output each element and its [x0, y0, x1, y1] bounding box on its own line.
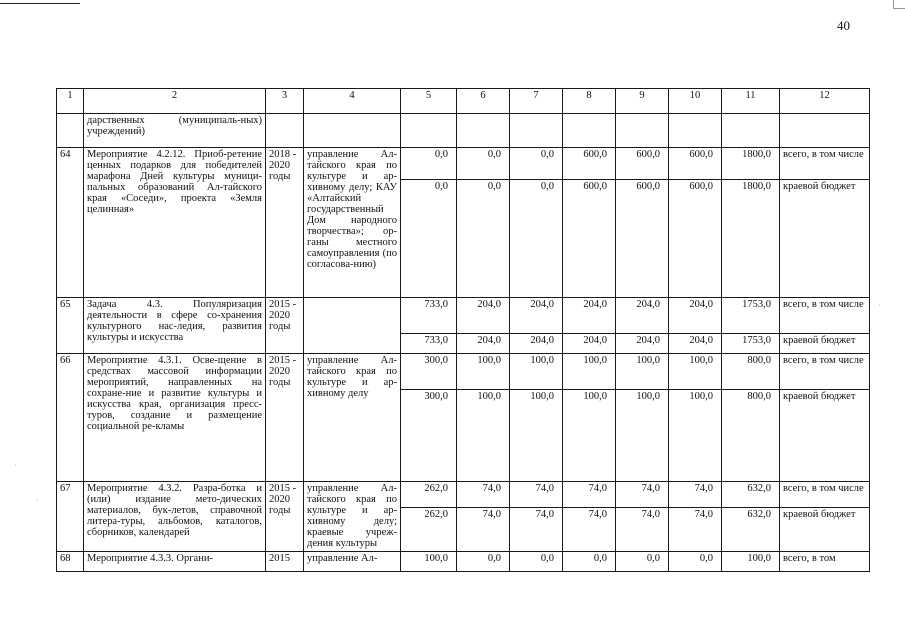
- funding-source: всего, в том числе: [780, 482, 870, 508]
- amount-cell: 204,0: [510, 298, 563, 334]
- amount-cell: 0,0: [669, 552, 722, 572]
- row-number: 68: [57, 552, 84, 572]
- top-rule: [0, 3, 80, 4]
- column-header: 6: [457, 89, 510, 114]
- amount-cell: 74,0: [457, 508, 510, 552]
- amount-cell: 600,0: [669, 180, 722, 298]
- row-number: 67: [57, 482, 84, 552]
- amount-cell: 0,0: [616, 552, 669, 572]
- amount-cell: 1800,0: [722, 180, 780, 298]
- amount-cell: 1753,0: [722, 334, 780, 354]
- funding-source: краевой бюджет: [780, 334, 870, 354]
- scan-speck: ·: [878, 300, 881, 310]
- amount-cell: 262,0: [401, 508, 457, 552]
- funding-source: краевой бюджет: [780, 180, 870, 298]
- amount-cell: 74,0: [563, 482, 616, 508]
- column-header: 8: [563, 89, 616, 114]
- amount-cell: 632,0: [722, 508, 780, 552]
- amount-cell: 74,0: [510, 508, 563, 552]
- table-row: [57, 298, 870, 334]
- header-row: [57, 89, 870, 114]
- table-row: [57, 354, 870, 390]
- amount-cell: 100,0: [669, 354, 722, 390]
- funding-source: краевой бюджет: [780, 508, 870, 552]
- amount-cell: 204,0: [457, 298, 510, 334]
- column-header: 1: [57, 89, 84, 114]
- amount-cell: 74,0: [669, 508, 722, 552]
- amount-cell: 800,0: [722, 390, 780, 482]
- amount-cell: 100,0: [457, 354, 510, 390]
- amount-cell: 74,0: [563, 508, 616, 552]
- amount-cell: 204,0: [510, 334, 563, 354]
- row-executor: управление Ал-: [304, 552, 401, 572]
- amount-cell: 1753,0: [722, 298, 780, 334]
- amount-cell: 600,0: [563, 180, 616, 298]
- amount-cell: 300,0: [401, 390, 457, 482]
- table-row: [57, 148, 870, 180]
- funding-source: всего, в том числе: [780, 354, 870, 390]
- column-header: 9: [616, 89, 669, 114]
- column-header: 10: [669, 89, 722, 114]
- amount-cell: 204,0: [669, 298, 722, 334]
- amount-cell: 0,0: [510, 180, 563, 298]
- table-row: [57, 552, 870, 572]
- row-period: 2018 - 2020 годы: [266, 148, 304, 298]
- scan-speck: ·: [36, 495, 39, 505]
- funding-source: всего, в том: [780, 552, 870, 572]
- row-executor: управление Ал-тайского края по культуре и ар-хивному делу: [304, 354, 401, 482]
- amount-cell: 300,0: [401, 354, 457, 390]
- column-header: 12: [780, 89, 870, 114]
- table-row: [57, 482, 870, 508]
- amount-cell: 204,0: [616, 298, 669, 334]
- amount-cell: 204,0: [457, 334, 510, 354]
- row-description: Мероприятие 4.2.12. Приоб-ретение ценных подарков для победителей марафона Дней культуры муници-пальных образований Ал-тайского края «Соседи», проекта «Земля целинная»: [84, 148, 266, 298]
- column-header: 11: [722, 89, 780, 114]
- amount-cell: 100,0: [563, 354, 616, 390]
- row-number: [57, 114, 84, 148]
- amount-cell: 100,0: [401, 552, 457, 572]
- column-header: 5: [401, 89, 457, 114]
- amount-cell: 733,0: [401, 298, 457, 334]
- amount-cell: 100,0: [669, 390, 722, 482]
- budget-table: [56, 88, 870, 572]
- row-period: 2015: [266, 552, 304, 572]
- amount-cell: 100,0: [616, 390, 669, 482]
- amount-cell: 74,0: [510, 482, 563, 508]
- amount-cell: 0,0: [457, 552, 510, 572]
- amount-cell: 204,0: [616, 334, 669, 354]
- row-executor: управление Ал-тайского края по культуре и ар-хивному делу; краевые учреж-дения культуры: [304, 482, 401, 552]
- amount-cell: 74,0: [616, 482, 669, 508]
- amount-cell: 0,0: [510, 148, 563, 180]
- row-number: 65: [57, 298, 84, 354]
- amount-cell: 204,0: [563, 298, 616, 334]
- row-description: дарственных (муниципаль-ных) учреждений): [84, 114, 266, 148]
- amount-cell: 0,0: [457, 148, 510, 180]
- column-header: 4: [304, 89, 401, 114]
- row-executor: [304, 298, 401, 354]
- column-header: 3: [266, 89, 304, 114]
- amount-cell: 600,0: [616, 148, 669, 180]
- amount-cell: 100,0: [563, 390, 616, 482]
- row-number: 64: [57, 148, 84, 298]
- amount-cell: 0,0: [401, 180, 457, 298]
- amount-cell: 100,0: [457, 390, 510, 482]
- amount-cell: 100,0: [510, 354, 563, 390]
- amount-cell: 1800,0: [722, 148, 780, 180]
- amount-cell: 204,0: [669, 334, 722, 354]
- amount-cell: 800,0: [722, 354, 780, 390]
- row-description: Мероприятие 4.3.1. Осве-щение в средствах массовой информации мероприятий, направленных на сохране-ние и развитие культуры и искусства края, организация пресс-туров, создание и размещение социальной ре-кламы: [84, 354, 266, 482]
- continuation-row: [57, 114, 870, 148]
- amount-cell: 74,0: [616, 508, 669, 552]
- row-number: 66: [57, 354, 84, 482]
- row-period: 2015 - 2020 годы: [266, 354, 304, 482]
- amount-cell: 100,0: [616, 354, 669, 390]
- amount-cell: 600,0: [669, 148, 722, 180]
- funding-source: всего, в том числе: [780, 298, 870, 334]
- column-header: 2: [84, 89, 266, 114]
- amount-cell: 204,0: [563, 334, 616, 354]
- row-executor: управление Ал-тайского края по культуре и ар-хивному делу; КАУ «Алтайский государственный Дом народного творчества»; ор-ганы местного самоуправления (по согласова-нию): [304, 148, 401, 298]
- page-number: 40: [837, 18, 850, 33]
- amount-cell: 733,0: [401, 334, 457, 354]
- row-description: Мероприятие 4.3.2. Разра-ботка и (или) издание мето-дических материалов, бук-летов, справочной литера-туры, альбомов, каталогов, сборников, календарей: [84, 482, 266, 552]
- amount-cell: 0,0: [401, 148, 457, 180]
- amount-cell: 74,0: [457, 482, 510, 508]
- scan-speck: ·: [14, 460, 17, 470]
- amount-cell: 600,0: [563, 148, 616, 180]
- amount-cell: 74,0: [669, 482, 722, 508]
- amount-cell: 632,0: [722, 482, 780, 508]
- column-header: 7: [510, 89, 563, 114]
- amount-cell: 0,0: [510, 552, 563, 572]
- amount-cell: 100,0: [722, 552, 780, 572]
- amount-cell: 100,0: [510, 390, 563, 482]
- amount-cell: 0,0: [563, 552, 616, 572]
- amount-cell: 262,0: [401, 482, 457, 508]
- funding-source: краевой бюджет: [780, 390, 870, 482]
- row-description: Мероприятие 4.3.3. Органи-: [84, 552, 266, 572]
- row-period: 2015 - 2020 годы: [266, 298, 304, 354]
- funding-source: всего, в том числе: [780, 148, 870, 180]
- corner-mark: [893, 0, 894, 8]
- amount-cell: 0,0: [457, 180, 510, 298]
- row-description: Задача 4.3. Популяризация деятельности в сфере со-хранения культурного нас-ледия, развития культуры и искусства: [84, 298, 266, 354]
- corner-mark: [893, 8, 905, 9]
- amount-cell: 600,0: [616, 180, 669, 298]
- row-period: 2015 - 2020 годы: [266, 482, 304, 552]
